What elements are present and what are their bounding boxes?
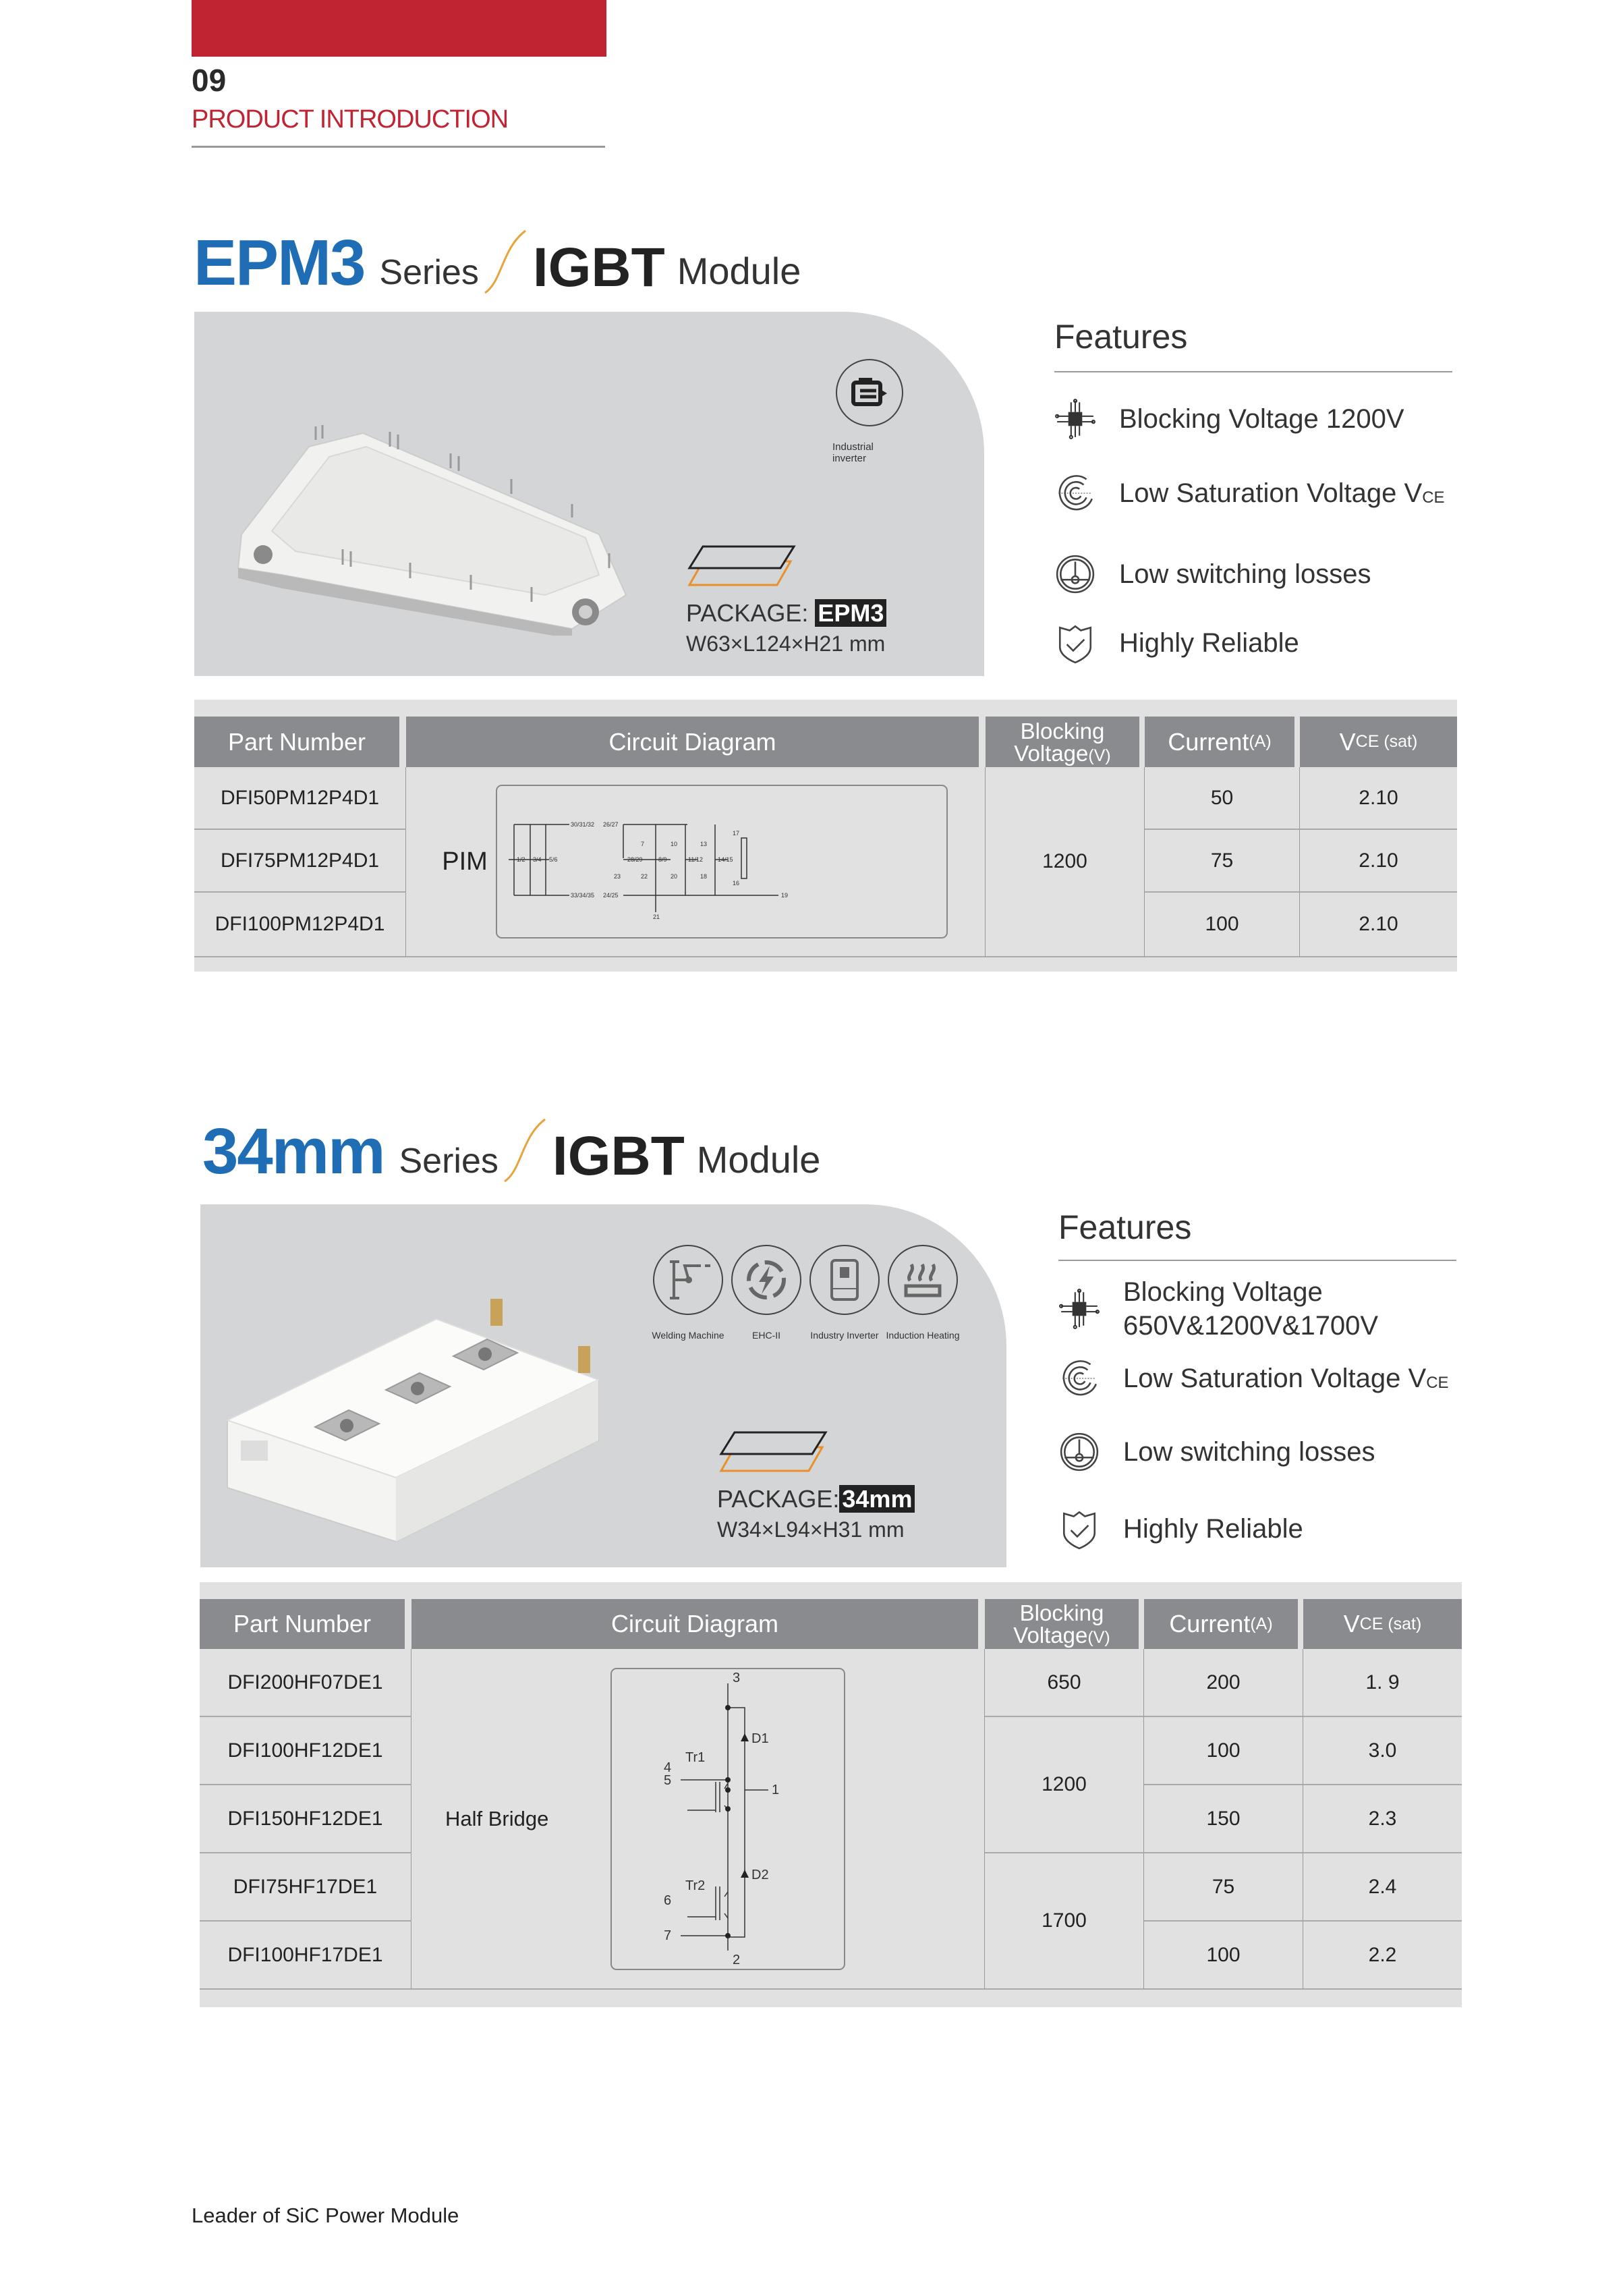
current-cell: 100 xyxy=(1144,1717,1303,1785)
svg-text:3/4: 3/4 xyxy=(533,856,542,863)
chip-icon xyxy=(1058,1288,1100,1330)
part-number-cell: DFI75HF17DE1 xyxy=(200,1853,411,1922)
vce-cell: 3.0 xyxy=(1303,1717,1462,1785)
svg-text:24/25: 24/25 xyxy=(603,892,619,899)
svg-text:Tr2: Tr2 xyxy=(685,1878,706,1893)
page-number: 09 xyxy=(192,63,227,98)
vce-cell: 2.4 xyxy=(1303,1853,1462,1922)
svg-text:28/29: 28/29 xyxy=(627,856,643,863)
header-blocking-voltage: Blocking Voltage(V) xyxy=(985,1599,1139,1649)
svg-text:7: 7 xyxy=(664,1928,672,1943)
svg-text:19: 19 xyxy=(781,892,789,899)
header-red-bar xyxy=(192,0,606,57)
current-cell: 200 xyxy=(1144,1649,1303,1717)
package-icon xyxy=(714,1427,836,1481)
34mm-series-title xyxy=(202,1115,821,1187)
epm3-product-panel xyxy=(194,312,984,676)
module-word: Module xyxy=(677,250,801,292)
current-cell: 100 xyxy=(1145,893,1300,957)
svg-text:1: 1 xyxy=(772,1782,780,1797)
shield-check-icon xyxy=(1054,622,1096,664)
svg-text:7: 7 xyxy=(641,841,645,847)
series-name: 34mm xyxy=(202,1115,385,1187)
svg-text:17: 17 xyxy=(733,830,740,837)
blocking-voltage-cell: 1200 xyxy=(985,1717,1144,1853)
current-cell: 50 xyxy=(1145,767,1300,830)
svg-text:5: 5 xyxy=(664,1772,672,1788)
pim-circuit-diagram xyxy=(495,784,948,939)
header-circuit-diagram: Circuit Diagram xyxy=(411,1599,978,1649)
app-industry-inverter: Industry Inverter xyxy=(807,1245,882,1341)
part-number-cell: DFI75PM12P4D1 xyxy=(194,830,406,893)
svg-text:Tr1: Tr1 xyxy=(685,1749,706,1765)
part-number-cell: DFI50PM12P4D1 xyxy=(194,767,406,830)
app-welding-machine: Welding Machine xyxy=(651,1245,725,1341)
header-vce-sat: V CE (sat) xyxy=(1300,717,1457,767)
svg-text:20: 20 xyxy=(671,873,678,880)
feature-blocking-voltage: Blocking Voltage 1200V xyxy=(1054,398,1404,440)
induction-heating-icon xyxy=(888,1245,958,1315)
gauge-icon xyxy=(1058,1431,1100,1473)
features-heading: Features xyxy=(1054,318,1188,356)
module-type: IGBT xyxy=(552,1125,685,1187)
current-cell: 150 xyxy=(1144,1785,1303,1853)
current-cell: 100 xyxy=(1144,1922,1303,1990)
section-divider xyxy=(192,146,605,148)
app-label: Industrial inverter xyxy=(832,441,874,464)
svg-text:4: 4 xyxy=(664,1760,672,1775)
features-heading: Features xyxy=(1058,1208,1192,1246)
svg-text:6: 6 xyxy=(664,1893,672,1908)
header-circuit-diagram: Circuit Diagram xyxy=(406,717,979,767)
series-name: EPM3 xyxy=(194,227,365,299)
svg-text:30/31/32: 30/31/32 xyxy=(571,821,595,828)
package-dimensions: W34×L94×H31 mm xyxy=(717,1517,905,1542)
package-icon xyxy=(683,541,804,595)
app-induction-heating: Induction Heating xyxy=(886,1245,960,1341)
welding-machine-icon xyxy=(653,1245,723,1315)
svg-text:2: 2 xyxy=(733,1952,741,1967)
industry-inverter-icon xyxy=(809,1245,880,1315)
header-vce-sat: V CE (sat) xyxy=(1303,1599,1462,1649)
footer-tagline: Leader of SiC Power Module xyxy=(192,2204,459,2227)
swoosh-divider-icon xyxy=(482,228,529,296)
module-word: Module xyxy=(696,1138,821,1181)
34mm-product-panel xyxy=(200,1204,1006,1567)
blocking-voltage-cell: 1700 xyxy=(985,1853,1144,1990)
feature-low-saturation: Low Saturation Voltage V CE xyxy=(1058,1357,1449,1399)
svg-text:10: 10 xyxy=(671,841,678,847)
vce-cell: 1. 9 xyxy=(1303,1649,1462,1717)
svg-text:8/9: 8/9 xyxy=(658,856,667,863)
circuit-diagram-cell xyxy=(411,1649,985,1990)
vce-cell: 2.10 xyxy=(1300,830,1457,893)
feature-low-switching: Low switching losses xyxy=(1058,1431,1375,1473)
package-dimensions: W63×L124×H21 mm xyxy=(686,632,886,656)
app-ehc-ii: EHC-II xyxy=(729,1245,803,1341)
svg-text:D2: D2 xyxy=(751,1867,769,1882)
saturation-icon xyxy=(1058,1357,1100,1399)
header-current: Current (A) xyxy=(1145,717,1294,767)
saturation-icon xyxy=(1054,472,1096,514)
header-part-number: Part Number xyxy=(194,717,399,767)
half-bridge-circuit-diagram xyxy=(610,1667,846,1971)
swoosh-divider-icon xyxy=(501,1117,548,1184)
features-divider xyxy=(1054,371,1452,372)
chip-icon xyxy=(1054,398,1096,440)
current-cell: 75 xyxy=(1144,1853,1303,1922)
circuit-type: Half Bridge xyxy=(445,1806,549,1830)
package-label: PACKAGE: EPM3 xyxy=(686,599,886,627)
section-title: PRODUCT INTRODUCTION xyxy=(192,105,509,134)
svg-text:21: 21 xyxy=(653,914,660,920)
package-name: EPM3 xyxy=(815,599,886,627)
epm3-series-title xyxy=(194,227,801,299)
34mm-spec-table xyxy=(200,1599,1462,1990)
lightning-icon xyxy=(731,1245,801,1315)
part-number-cell: DFI150HF12DE1 xyxy=(200,1785,411,1853)
features-divider xyxy=(1058,1260,1456,1261)
svg-text:11/12: 11/12 xyxy=(688,856,703,863)
part-number-cell: DFI100PM12P4D1 xyxy=(194,893,406,957)
svg-text:13: 13 xyxy=(700,841,708,847)
circuit-type: PIM xyxy=(442,847,488,876)
feature-low-switching: Low switching losses xyxy=(1054,553,1371,595)
svg-text:5/6: 5/6 xyxy=(549,856,558,863)
current-cell: 75 xyxy=(1145,830,1300,893)
part-number-cell: DFI100HF12DE1 xyxy=(200,1717,411,1785)
feature-low-saturation: Low Saturation Voltage V CE xyxy=(1054,472,1445,514)
header-blocking-voltage: Blocking Voltage(V) xyxy=(986,717,1139,767)
gauge-icon xyxy=(1054,553,1096,595)
vce-cell: 2.2 xyxy=(1303,1922,1462,1990)
vce-cell: 2.10 xyxy=(1300,893,1457,957)
34mm-module-photo xyxy=(214,1245,619,1548)
package-label: PACKAGE: 34mm xyxy=(717,1485,915,1513)
svg-text:1/2: 1/2 xyxy=(517,856,525,863)
header-part-number: Part Number xyxy=(200,1599,405,1649)
application-icons xyxy=(651,1245,960,1341)
svg-text:22: 22 xyxy=(641,873,648,880)
vce-cell: 2.3 xyxy=(1303,1785,1462,1853)
package-name: 34mm xyxy=(839,1485,915,1513)
header-current: Current (A) xyxy=(1144,1599,1298,1649)
feature-highly-reliable: Highly Reliable xyxy=(1058,1508,1303,1550)
part-number-cell: DFI100HF17DE1 xyxy=(200,1922,411,1990)
shield-check-icon xyxy=(1058,1508,1100,1550)
industrial-inverter-icon xyxy=(836,359,903,426)
blocking-voltage-cell: 1200 xyxy=(986,767,1145,957)
svg-text:18: 18 xyxy=(700,873,708,880)
epm3-spec-table xyxy=(194,717,1457,957)
svg-text:16: 16 xyxy=(733,880,740,887)
svg-text:23: 23 xyxy=(614,873,621,880)
app-industrial-inverter xyxy=(832,359,907,464)
feature-highly-reliable: Highly Reliable xyxy=(1054,622,1299,664)
svg-text:3: 3 xyxy=(733,1670,741,1685)
epm3-module-photo xyxy=(221,372,707,636)
part-number-cell: DFI200HF07DE1 xyxy=(200,1649,411,1717)
svg-text:33/34/35: 33/34/35 xyxy=(571,892,595,899)
module-type: IGBT xyxy=(532,237,665,298)
svg-text:D1: D1 xyxy=(751,1731,769,1746)
feature-blocking-voltage: Blocking Voltage 650V&1200V&1700V xyxy=(1058,1275,1378,1343)
vce-cell: 2.10 xyxy=(1300,767,1457,830)
series-word: Series xyxy=(379,253,479,292)
series-word: Series xyxy=(399,1142,499,1181)
blocking-voltage-cell: 650 xyxy=(985,1649,1144,1717)
svg-text:14/15: 14/15 xyxy=(718,856,733,863)
circuit-diagram-cell xyxy=(406,767,986,957)
svg-text:26/27: 26/27 xyxy=(603,821,619,828)
